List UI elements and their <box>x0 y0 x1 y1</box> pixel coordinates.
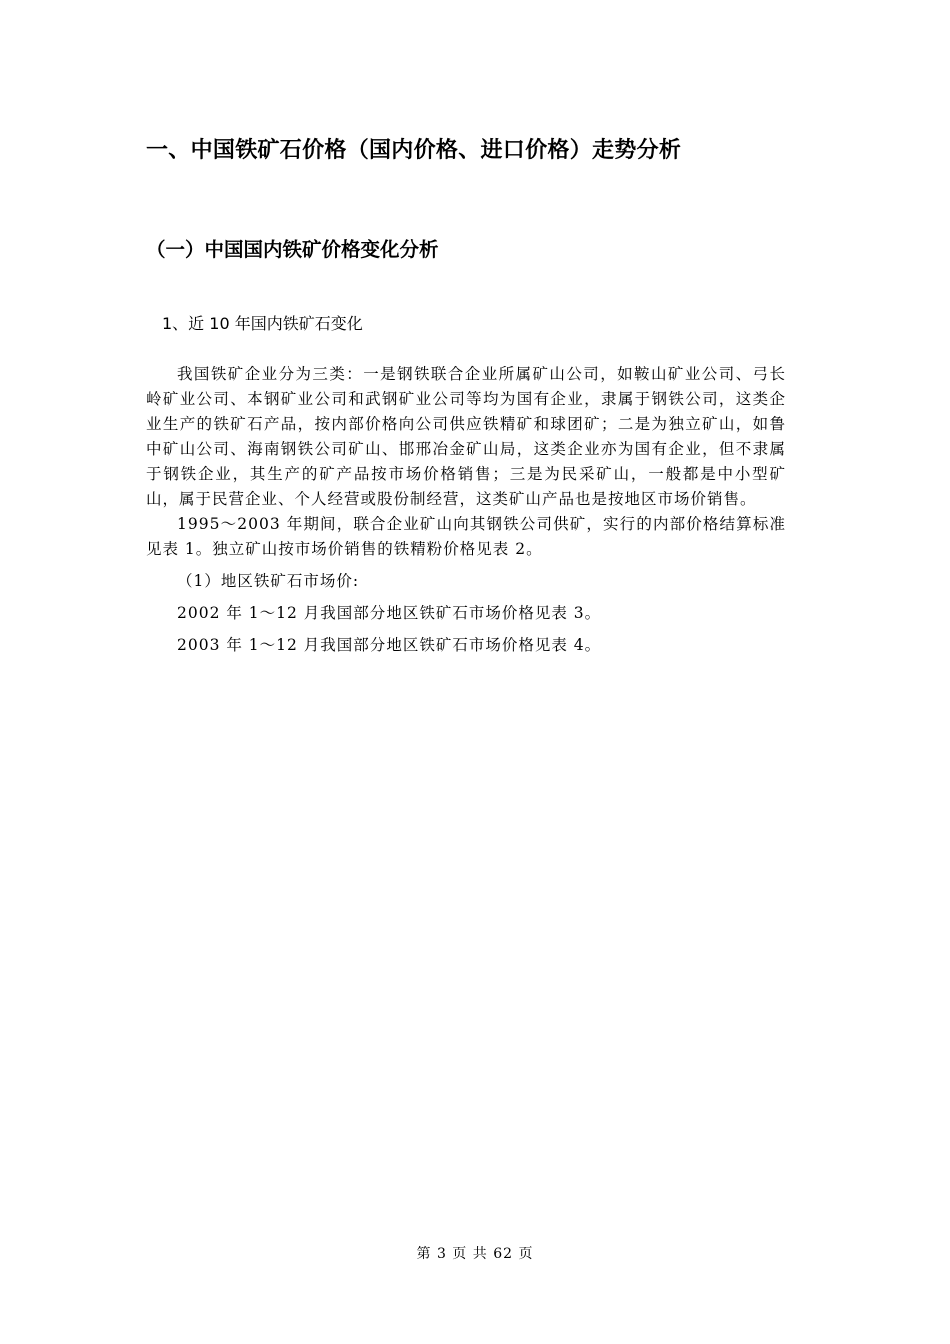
subsection-heading: （一）中国国内铁矿价格变化分析 <box>146 238 439 261</box>
body-text <box>146 362 786 658</box>
paragraph-internal-pricing: 1995～2003 年期间，联合企业矿山向其钢铁公司供矿，实行的内部价格结算标准见表 1。独立矿山按市场价销售的铁精粉价格见表 2。 <box>146 515 786 558</box>
paragraph-regional-price: （1）地区铁矿石市场价: <box>177 572 360 590</box>
paragraph-2003-prices: 2003 年 1～12 月我国部分地区铁矿石市场价格见表 4。 <box>177 636 602 654</box>
sub-subsection-heading: 1、近 10 年国内铁矿石变化 <box>162 314 363 333</box>
section-heading: 一、中国铁矿石价格（国内价格、进口价格）走势分析 <box>146 138 682 163</box>
paragraph-2002-prices: 2002 年 1～12 月我国部分地区铁矿石市场价格见表 3。 <box>177 604 602 622</box>
page-number: 第 3 页 共 62 页 <box>416 1246 534 1262</box>
paragraph-mining-enterprises: 我国铁矿企业分为三类：一是钢铁联合企业所属矿山公司，如鞍山矿业公司、弓长岭矿业公司、本钢矿业公司和武钢矿业公司等均为国有企业，隶属于钢铁公司，这类企业生产的铁矿石产品，按内部价格向公司供应铁精矿和球团矿；二是为独立矿山，如鲁中矿山公司、海南钢铁公司矿山、邯邢冶金矿山局，这类企业亦为国有企业，但不隶属于钢铁企业，其生产的矿产品按市场价格销售；三是为民采矿山，一般都是中小型矿山，属于民营企业、个人经营或股份制经营，这类矿山产品也是按地区市场价销售。 <box>146 365 786 508</box>
